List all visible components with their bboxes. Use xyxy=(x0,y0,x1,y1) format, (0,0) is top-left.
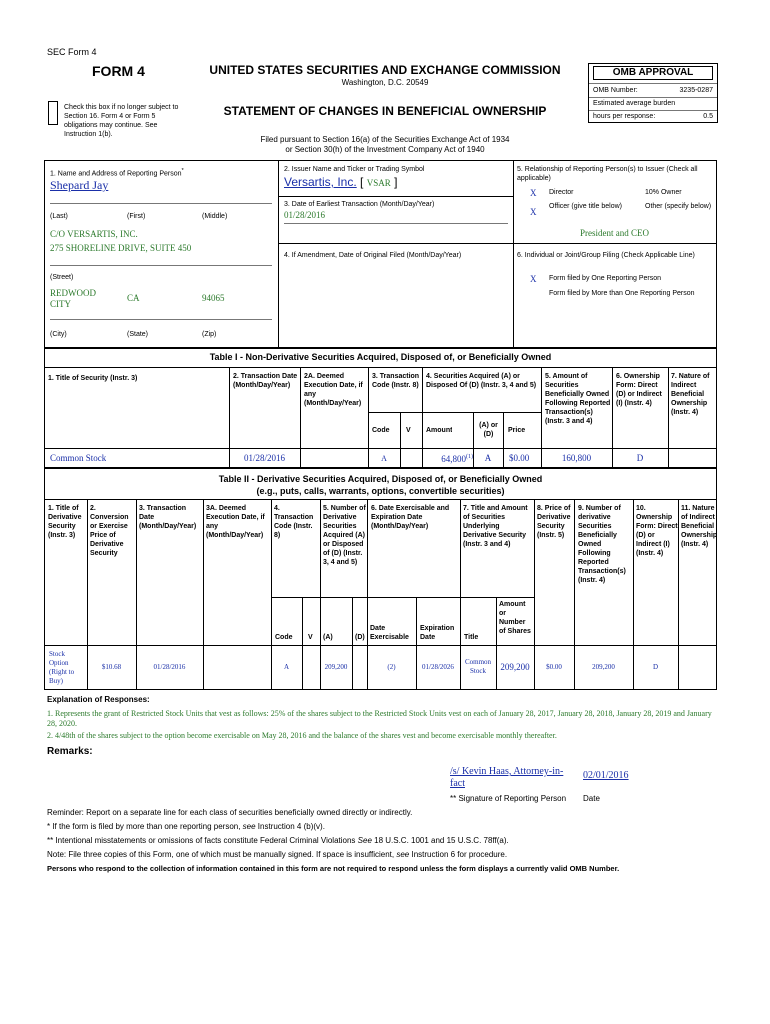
more-persons-label: Form filed by More than One Reporting Person xyxy=(549,290,695,297)
footnote-1: 1. Represents the grant of Restricted Stock Units that vest as follows: 25% of the shares subject to the Restricted Stock Units vest on each of January 28, 2017, January 28, 2018, January 28, 2019 and January 28, 2020. xyxy=(47,709,712,728)
earliest-transaction-date: 01/28/2016 xyxy=(284,210,326,220)
table2-title: Table II - Derivative Securities Acquired, Disposed of, or Beneficially Owned xyxy=(218,474,543,484)
remarks-label: Remarks: xyxy=(47,746,93,757)
omb-title: OMB APPROVAL xyxy=(593,66,713,80)
t2-date-exercisable: Date Exercisable xyxy=(370,625,409,641)
t2-h5: 5. Number of Derivative Securities Acquired (A) or Disposed of (D) (Instr. 3, 4 and 5) xyxy=(323,505,366,566)
form-title: FORM 4 xyxy=(92,63,145,79)
state-value: CA xyxy=(127,293,140,303)
signature-date: 02/01/2016 xyxy=(583,770,629,781)
t2-row-code: A xyxy=(283,663,290,671)
footnote-2: 2. 4/48th of the shares subject to the option become exercisable on May 28, 2016 and the balance of the shares vest and become exercisable monthly thereafter. xyxy=(47,731,557,740)
note-1: * If the form is filed by more than one reporting person, see Instruction 4 (b)(v). xyxy=(47,822,325,831)
t2-h6: 6. Date Exercisable and Expiration Date (Month/Day/Year) xyxy=(371,505,450,530)
burden-label: Estimated average burden xyxy=(593,100,676,107)
note-3: Note: File three copies of this Form, one of which must be manually signed. If space is insufficient, see Instruction 6 for procedure. xyxy=(47,850,508,859)
director-check: X xyxy=(530,188,537,198)
city-label: (City) xyxy=(50,331,67,338)
city-value: REDWOOD CITY xyxy=(50,288,96,309)
address-line-1: C/O VERSARTIS, INC. xyxy=(50,229,138,239)
t1-row-code: A xyxy=(381,454,387,463)
t2-h9: 9. Number of derivative Securities Beneficially Owned Following Reported Transaction(s) (Instr. 4) xyxy=(578,505,626,584)
t1-amount: Amount xyxy=(426,427,453,434)
t2-d: (D) xyxy=(355,634,365,641)
officer-title: President and CEO xyxy=(580,228,649,238)
t2-amount-shares: Amount or Number of Shares xyxy=(499,601,531,635)
box2-label: 2. Issuer Name and Ticker or Trading Symbol xyxy=(284,166,425,173)
omb-number: 3235-0287 xyxy=(679,87,713,94)
t2-row-a: 209,200 xyxy=(324,663,348,671)
t2-row-deriv-price: $0.00 xyxy=(546,663,562,671)
last-label: (Last) xyxy=(50,213,68,220)
t2-h10: 10. Ownership Form: Direct (D) or Indirect (I) (Instr. 4) xyxy=(636,505,678,557)
omb-number-label: OMB Number: xyxy=(593,87,638,94)
table2-subtitle: (e.g., puts, calls, warrants, options, convertible securities) xyxy=(256,486,505,496)
t1-price: Price xyxy=(508,427,526,434)
t2-h2: 2. Conversion or Exercise Price of Derivative Security xyxy=(90,505,129,557)
t2-row-title: Stock Option (Right to Buy) xyxy=(49,650,75,685)
t1-row-form: D xyxy=(636,453,644,463)
signature-label: ** Signature of Reporting Person xyxy=(450,794,567,803)
t2-row-form: D xyxy=(652,663,659,671)
t2-h3a: 3A. Deemed Execution Date, if any (Month/Day/Year) xyxy=(206,505,265,539)
hours-label: hours per response: xyxy=(593,113,656,120)
box5-label: 5. Relationship of Reporting Person(s) to Issuer (Check all applicable) xyxy=(517,166,698,182)
t2-h4: 4. Transaction Code (Instr. 8) xyxy=(274,505,314,539)
t1-h4: 4. Securities Acquired (A) or Disposed Of (D) (Instr. 3, 4 and 5) xyxy=(426,373,537,389)
box1-label: 1. Name and Address of Reporting Person* xyxy=(50,168,184,178)
t2-a: (A) xyxy=(323,634,333,641)
t1-row-owned: 160,800 xyxy=(561,453,592,463)
t2-code: Code xyxy=(275,634,293,641)
t2-row-expiration: 01/28/2026 xyxy=(422,663,454,671)
ticker-symbol: VSAR xyxy=(366,178,391,188)
filed-pursuant-2: or Section 30(h) of the Investment Company Act of 1940 xyxy=(285,145,485,154)
sec-form-label: SEC Form 4 xyxy=(47,47,97,57)
zip-value: 94065 xyxy=(202,293,225,303)
filed-pursuant-1: Filed pursuant to Section 16(a) of the Securities Exchange Act of 1934 xyxy=(260,135,510,144)
t1-h7: 7. Nature of Indirect Beneficial Ownership (Instr. 4) xyxy=(671,373,710,416)
agency-title: UNITED STATES SECURITIES AND EXCHANGE COMMISSION xyxy=(209,63,561,77)
t1-h5: 5. Amount of Securities Beneficially Owned Following Reported Transaction(s) (Instr. 3 and 4) xyxy=(545,373,611,425)
note-2: ** Intentional misstatements or omissions of facts constitute Federal Criminal Violations See 18 U.S.C. 1001 and 15 U.S.C. 78ff(a). xyxy=(47,836,509,845)
t2-h3: 3. Transaction Date (Month/Day/Year) xyxy=(139,505,197,530)
table1-title: Table I - Non-Derivative Securities Acquired, Disposed of, or Beneficially Owned xyxy=(209,352,552,362)
explanation-label: Explanation of Responses: xyxy=(47,695,150,704)
t2-row-underlying: Common Stock xyxy=(464,658,492,675)
one-person-label: Form filed by One Reporting Person xyxy=(549,275,662,282)
t1-row-aord: A xyxy=(484,453,492,463)
t2-h8: 8. Price of Derivative Security (Instr. 5) xyxy=(537,505,571,539)
t1-row-title: Common Stock xyxy=(50,453,107,463)
t2-expiration: Expiration Date xyxy=(420,625,455,641)
t1-row-price: $0.00 xyxy=(509,453,530,463)
street-label: (Street) xyxy=(50,274,74,281)
officer-check: X xyxy=(530,207,537,217)
t1-v: V xyxy=(406,427,411,434)
director-label: Director xyxy=(549,189,574,196)
t1-aord: (A) or (D) xyxy=(479,422,498,438)
checkbox-text: Check this box if no longer subject to Section 16. Form 4 or Form 5 obligations may continue. See Instruction 1(b). xyxy=(64,104,179,138)
agency-location: Washington, D.C. 20549 xyxy=(341,78,429,87)
t2-row-price: $10.68 xyxy=(101,663,122,671)
t1-row-amount: 64,800$^{(1)}$ xyxy=(441,454,473,464)
hours-value: 0.5 xyxy=(703,113,713,120)
statement-title: STATEMENT OF CHANGES IN BENEFICIAL OWNERSHIP xyxy=(223,104,547,118)
t1-h2: 2. Transaction Date (Month/Day/Year) xyxy=(233,373,298,389)
box3-label: 3. Date of Earliest Transaction (Month/Day/Year) xyxy=(284,201,435,208)
reporting-person-name[interactable]: Shepard Jay xyxy=(50,178,109,192)
ten-percent-owner-label: 10% Owner xyxy=(645,189,682,196)
officer-label: Officer (give title below) xyxy=(549,203,623,210)
issuer-name[interactable]: Versartis, Inc. xyxy=(284,175,357,189)
box4-label: 4. If Amendment, Date of Original Filed (Month/Day/Year) xyxy=(284,252,462,259)
date-label: Date xyxy=(583,794,600,803)
t2-row-exercisable: (2) xyxy=(387,663,396,671)
signature-name: /s/ Kevin Haas, Attorney-in-fact xyxy=(450,766,564,789)
persons-notice: Persons who respond to the collection of information contained in this form are not required to respond unless the form displays a currently valid OMB Number. xyxy=(47,864,620,873)
first-label: (First) xyxy=(127,213,146,220)
state-label: (State) xyxy=(127,331,149,338)
address-line-2: 275 SHORELINE DRIVE, SUITE 450 xyxy=(50,243,192,253)
t2-row-date: 01/28/2016 xyxy=(153,663,186,671)
reminder-text: Reminder: Report on a separate line for each class of securities beneficially owned directly or indirectly. xyxy=(47,808,413,817)
t1-h6: 6. Ownership Form: Direct (D) or Indirect (I) (Instr. 4) xyxy=(616,373,662,407)
t1-h1: 1. Title of Security (Instr. 3) xyxy=(48,375,138,382)
t1-h3: 3. Transaction Code (Instr. 8) xyxy=(372,373,420,389)
t2-row-shares: 209,200 xyxy=(500,662,530,672)
zip-label: (Zip) xyxy=(202,331,217,338)
no-longer-subject-checkbox[interactable] xyxy=(48,101,58,125)
table1 xyxy=(44,348,717,468)
t2-v: V xyxy=(308,634,313,641)
omb-approval-box xyxy=(588,63,718,123)
one-person-check: X xyxy=(530,274,537,284)
t1-code: Code xyxy=(372,427,390,434)
t2-row-owned: 209,200 xyxy=(592,663,615,671)
issuer-line: Versartis, Inc. [ VSAR ] xyxy=(284,175,398,189)
t2-h11: 11. Nature of Indirect Beneficial Ownership (Instr. 4) xyxy=(681,505,717,548)
t1-h2a: 2A. Deemed Execution Date, if any (Month/Day/Year) xyxy=(304,373,363,407)
other-label: Other (specify below) xyxy=(645,203,712,210)
t2-h1: 1. Title of Derivative Security (Instr. 3) xyxy=(48,505,82,539)
t2-title-col: Title xyxy=(464,634,479,641)
t2-h7: 7. Title and Amount of Securities Underlying Derivative Security (Instr. 3 and 4) xyxy=(463,505,528,548)
t1-row-date: 01/28/2016 xyxy=(243,453,285,463)
box6-label: 6. Individual or Joint/Group Filing (Check Applicable Line) xyxy=(517,252,695,259)
middle-label: (Middle) xyxy=(202,213,228,220)
